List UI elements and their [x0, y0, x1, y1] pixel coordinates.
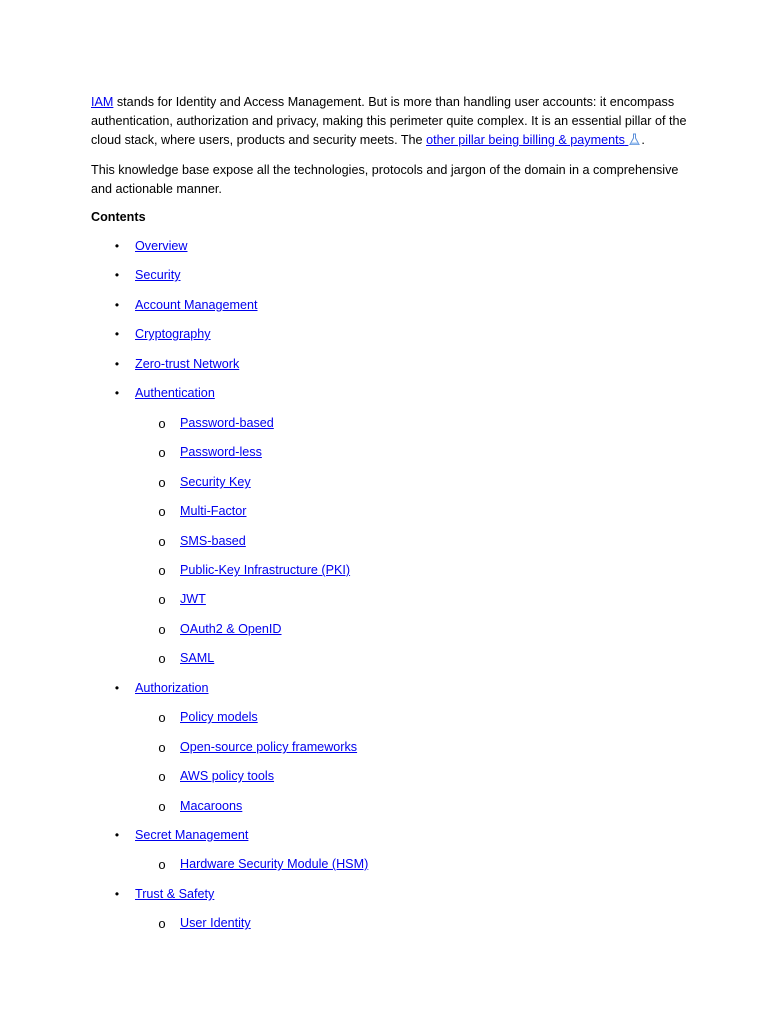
sub-bullet-icon: o: [158, 622, 166, 637]
toc-link[interactable]: Security: [135, 268, 181, 282]
toc-link[interactable]: Account Management: [135, 298, 258, 312]
sub-bullet-icon: o: [158, 563, 166, 578]
billing-payments-link[interactable]: [426, 133, 641, 147]
description-paragraph: This knowledge base expose all the technologies, protocols and jargon of the domain in a comprehensive and actionable manner.: [91, 163, 679, 196]
sub-bullet-icon: o: [158, 769, 166, 784]
bullet-icon: •: [114, 327, 120, 341]
toc-link[interactable]: OAuth2 & OpenID: [180, 622, 282, 636]
sub-bullet-icon: o: [158, 799, 166, 814]
toc-link[interactable]: SMS-based: [180, 534, 246, 548]
toc-link[interactable]: Authorization: [135, 681, 209, 695]
toc-link[interactable]: Cryptography: [135, 327, 211, 341]
sub-bullet-icon: o: [158, 504, 166, 519]
bullet-icon: •: [114, 681, 120, 695]
bullet-icon: •: [114, 887, 120, 901]
sub-bullet-icon: o: [158, 475, 166, 490]
flask-icon: [628, 133, 641, 146]
toc-link[interactable]: AWS policy tools: [180, 769, 275, 783]
contents-heading: Contents: [91, 210, 146, 224]
iam-link[interactable]: IAM: [91, 95, 114, 109]
sub-bullet-icon: o: [158, 534, 166, 549]
toc-link[interactable]: Password-less: [180, 445, 262, 459]
bullet-icon: •: [114, 268, 120, 282]
sub-bullet-icon: o: [158, 445, 166, 460]
toc-link[interactable]: Security Key: [180, 475, 251, 489]
bullet-icon: •: [114, 828, 120, 842]
toc-link[interactable]: Multi-Factor: [180, 504, 247, 518]
toc-link[interactable]: Secret Management: [135, 828, 249, 842]
toc-link[interactable]: Zero-trust Network: [135, 357, 240, 371]
sub-bullet-icon: o: [158, 416, 166, 431]
sub-bullet-icon: o: [158, 710, 166, 725]
toc-link[interactable]: Public-Key Infrastructure (PKI): [180, 563, 351, 577]
toc-link[interactable]: JWT: [180, 592, 206, 606]
toc-link[interactable]: Open-source policy frameworks: [180, 740, 358, 754]
toc-link[interactable]: Authentication: [135, 386, 215, 400]
intro-paragraph: [91, 93, 691, 150]
bullet-icon: •: [114, 357, 120, 371]
toc-link[interactable]: User Identity: [180, 916, 251, 930]
toc-link[interactable]: Password-based: [180, 416, 274, 430]
sub-bullet-icon: o: [158, 857, 166, 872]
sub-bullet-icon: o: [158, 916, 166, 931]
bullet-icon: •: [114, 298, 120, 312]
sub-bullet-icon: o: [158, 740, 166, 755]
toc-link[interactable]: Macaroons: [180, 799, 243, 813]
toc-link[interactable]: Trust & Safety: [135, 887, 215, 901]
sub-bullet-icon: o: [158, 651, 166, 666]
intro-end: .: [641, 133, 645, 147]
intro-text: stands for Identity and Access Management. But is more than handling user accounts: it encompass authentication, authorization and privacy, making this perimeter quite complex. It is an essential pillar of the cloud stack, where users, products and security meets. The: [91, 95, 687, 147]
toc-link[interactable]: Overview: [135, 239, 188, 253]
bullet-icon: •: [114, 239, 120, 253]
bullet-icon: •: [114, 386, 120, 400]
sub-bullet-icon: o: [158, 592, 166, 607]
toc-link[interactable]: Hardware Security Module (HSM): [180, 857, 369, 871]
toc-link[interactable]: SAML: [180, 651, 215, 665]
toc-link[interactable]: Policy models: [180, 710, 258, 724]
billing-payments-label: other pillar being billing & payments: [426, 133, 625, 147]
